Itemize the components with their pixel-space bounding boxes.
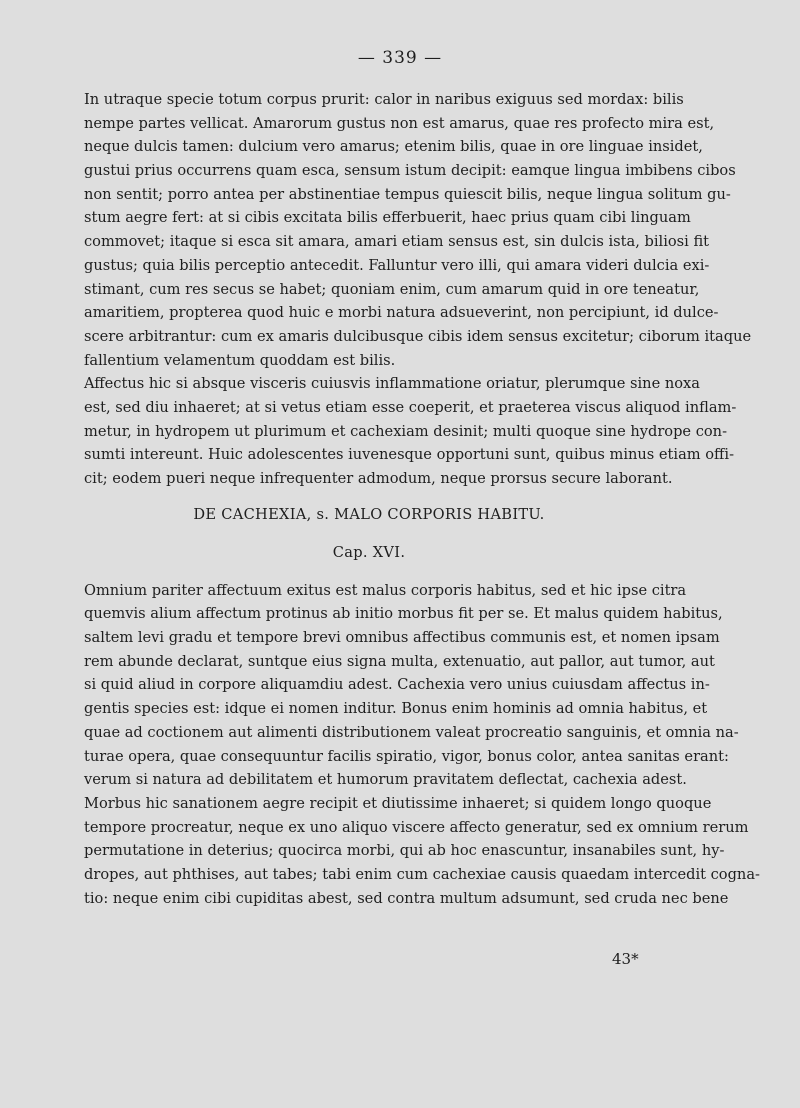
text-line: verum si natura ad debilitatem et humorum pravitatem deflectat, cachexia adest. <box>84 771 687 789</box>
text-line: permutatione in deterius; quocirca morbi, qui ab hoc enascuntur, insanabiles sunt, hy- <box>84 842 725 860</box>
text-line: tio: neque enim cibi cupiditas abest, sed contra multum adsumunt, sed cruda nec bene <box>84 889 729 907</box>
text-line: gustui prius occurrens quam esca, sensum istum decipit: eamque lingua imbibens cibos <box>84 162 736 180</box>
page-body <box>84 88 760 910</box>
page-number: — 339 — <box>357 48 443 68</box>
text-line: non sentit; porro antea per abstinentiae tempus quiescit bilis, neque lingua solitum gu- <box>84 185 731 203</box>
paragraph-3 <box>84 579 739 792</box>
text-line: sumti intereunt. Huic adolescentes iuvenesque opportuni sunt, quibus minus etiam offi- <box>84 446 735 464</box>
text-line: amaritiem, propterea quod huic e morbi natura adsueverint, non percipiunt, id dulce- <box>84 304 719 322</box>
text-line: Affectus hic si absque visceris cuiusvis inflammatione oriatur, plerumque sine noxa <box>84 375 700 393</box>
text-line: scere arbitrantur: cum ex amaris dulcibusque cibis idem sensus excitetur; ciborum itaque <box>84 327 752 345</box>
text-line: est, sed diu inhaeret; at si vetus etiam esse coeperit, et praeterea viscus aliquod inflam- <box>84 398 737 416</box>
text-line: saltem levi gradu et tempore brevi omnibus affectibus communis est, et nomen ipsam <box>84 629 720 647</box>
paragraph-1 <box>84 88 752 372</box>
text-line: metur, in hydropem ut plurimum et cachexiam desinit; multi quoque sine hydrope con- <box>84 422 727 440</box>
text-line: quemvis alium affectum protinus ab initio morbus fit per se. Et malus quidem habitus, <box>84 605 723 623</box>
text-line: quae ad coctionem aut alimenti distributionem valeat procreatio sanguinis, et omnia na- <box>84 723 739 741</box>
text-line: stum aegre fert: at si cibis excitata bilis efferbuerit, haec prius quam cibi linguam <box>84 209 691 227</box>
text-line: dropes, aut phthises, aut tabes; tabi enim cum cachexiae causis quaedam intercedit cogna- <box>84 865 760 883</box>
text-line: commovet; itaque si esca sit amara, amari etiam sensus est, sin dulcis ista, biliosi fit <box>84 233 710 251</box>
text-line: gustus; quia bilis perceptio antecedit. Falluntur vero illi, qui amara videri dulcia exi- <box>84 256 710 274</box>
text-line: tempore procreatur, neque ex uno aliquo viscere affecto generatur, sed ex omnium rerum <box>84 818 749 836</box>
chapter-heading: Cap. XVI. <box>332 543 406 561</box>
text-line: stimant, cum res secus se habet; quoniam enim, cum amarum quid in ore teneatur, <box>84 280 700 298</box>
paragraph-2 <box>84 372 737 490</box>
text-line: turae opera, quae consequuntur facilis spiratio, vigor, bonus color, antea sanitas erant: <box>84 747 729 765</box>
text-line: Morbus hic sanationem aegre recipit et diutissime inhaeret; si quidem longo quoque <box>84 794 712 812</box>
signature-mark: 43* <box>612 950 639 968</box>
text-line: nempe partes vellicat. Amarorum gustus non est amarus, quae res profecto mira est, <box>84 114 715 132</box>
text-line: gentis species est: idque ei nomen inditur. Bonus enim hominis ad omnia habitus, et <box>84 700 708 718</box>
text-line: fallentium velamentum quoddam est bilis. <box>84 351 396 369</box>
text-line: neque dulcis tamen: dulcium vero amarus; etenim bilis, quae in ore linguae insidet, <box>84 138 703 156</box>
paragraph-4 <box>84 792 760 910</box>
text-line: Omnium pariter affectuum exitus est malus corporis habitus, sed et hic ipse citra <box>84 581 687 599</box>
section-heading: DE CACHEXIA, s. MALO CORPORIS HABITU. <box>193 505 545 523</box>
text-line: In utraque specie totum corpus prurit: calor in naribus exiguus sed mordax: bilis <box>84 91 684 108</box>
text-line: rem abunde declarat, suntque eius signa multa, extenuatio, aut pallor, aut tumor, aut <box>84 652 715 670</box>
text-line: si quid aliud in corpore aliquamdiu adest. Cachexia vero unius cuiusdam affectus in- <box>84 676 710 694</box>
text-line: cit; eodem pueri neque infrequenter admodum, neque prorsus secure laborant. <box>84 470 673 487</box>
